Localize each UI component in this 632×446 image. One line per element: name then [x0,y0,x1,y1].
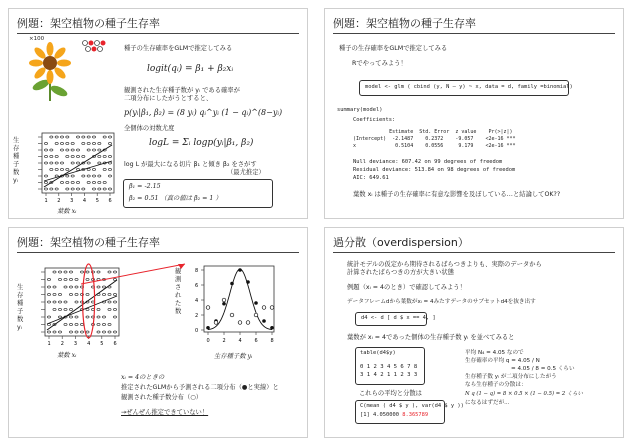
residual-deviance: Residual deviance: 513.84 on 98 degrees of freedom [353,167,516,173]
data-point [97,323,100,325]
predicted-point [254,301,258,305]
data-point [82,188,85,190]
data-point [69,286,72,288]
x-tick-label: 4 [87,341,91,347]
data-point [69,331,72,333]
axis-label-char: yᵢ [13,177,18,184]
data-point [98,188,101,190]
data-point [75,323,78,325]
title-rule [333,252,615,253]
null-deviance: Null deviance: 607.42 on 99 degrees of freedom [353,159,503,165]
data-point [103,168,106,170]
result-beta1: β₁ = -2.15 [129,183,161,190]
data-point [47,286,50,288]
data-point [69,278,72,280]
y-axis-label [13,137,19,185]
example-text: 例題（xᵢ = 4のとき）で確認してみよう！ [347,284,466,291]
data-point [58,293,61,295]
data-point [82,155,85,157]
data-point [44,188,47,190]
data-point [86,308,89,310]
data-point [50,168,53,170]
axis-label-char: 生 [17,284,24,291]
binomial-text-1: 観測された生存種子数が yᵢ である確率が [124,87,240,94]
observed-point [262,306,266,310]
intro-text: 種子の生存確率をGLMで推定してみる [124,45,233,52]
prob-line: 生存確率の平均 q = 4.05 / N [465,358,540,364]
data-point [98,142,101,144]
meanvar-output: [1] 4.050000 8.365789 [360,412,429,418]
x-tick-label: 6 [254,338,258,344]
binomial-equation: p(yᵢ|β₁, β₂) = (8 yᵢ) qᵢ^yᵢ (1 − qᵢ)^(8−yᵢ) [124,108,283,117]
data-point [76,149,79,151]
x-tick-label: 4 [82,198,87,204]
data-point [87,168,90,170]
binomial-line: 生存種子数 yᵢ が二項分布にしたがう [465,374,557,380]
x-tick-label: 6 [108,198,112,204]
seeds-icon [81,39,111,53]
observed-point [214,321,218,325]
data-point [58,308,61,310]
data-point [80,323,83,325]
data-point [102,316,105,318]
conclusion-text: 葉数 xᵢ は種子の生存確率に有意な影響を及ぼしている…と結論してOK?? [353,191,561,198]
slide-prediction-vs-observed [8,227,308,438]
true-line [47,296,117,324]
predicted-point [262,319,266,323]
note-conclusion: →ぜんぜん推定できていない！ [121,409,209,416]
predicted-point [238,268,242,272]
axis-label-char: 数 [175,308,182,315]
data-point [64,323,67,325]
data-point [108,168,111,170]
mle-note: （最尤推定） [227,169,265,176]
glm-code: model <- glm ( cbind (y, N – y) ~ x, data = d, family =binomial) [365,84,573,90]
coef-intercept-row: (Intercept) -2.1487 0.2372 -9.057 <2e-16 *** [353,136,516,142]
x-tick-label: 1 [44,198,48,204]
data-point [108,308,111,310]
data-point [64,308,67,310]
data-point [108,175,111,177]
data-point [50,136,53,138]
title-rule [333,33,615,34]
data-point [66,142,69,144]
data-point [50,155,53,157]
subset-code: d4 <- d [ d $ x == 4, ] [361,315,436,321]
data-point [71,155,74,157]
subset-text: データフレームdから葉数がxᵢ = 4みたすデータのサブセットd4を抜き出す [347,299,536,305]
data-point [87,181,90,183]
slide-overdispersion [324,227,624,438]
data-point [113,316,116,318]
data-point [76,155,79,157]
data-point [108,331,111,333]
data-point [92,181,95,183]
data-point [97,331,100,333]
data-point [66,168,69,170]
data-point [55,168,58,170]
data-point [53,286,56,288]
coef-x-row: x 0.5104 0.0556 9.179 <2e-16 *** [353,143,516,149]
x-axis-label-right: 生存種子数 yᵢ [214,353,253,360]
data-point [44,175,47,177]
mle-text: log L が最大になる切片 β₁ と傾き β₂ をさがす [124,161,257,168]
data-point [92,136,95,138]
data-point [64,271,67,273]
distribution-plot [194,264,276,344]
intro-text: 種子の生存確率をGLMで推定してみる [339,45,448,52]
data-point [66,149,69,151]
axis-label-char: 種 [13,153,20,160]
data-point [55,155,58,157]
observed-point [222,298,226,302]
data-point [108,155,111,157]
data-point [60,149,63,151]
scale-label: ×100 [29,36,45,42]
note-3: 観測された種子数分布（○） [121,394,203,401]
data-point [60,162,63,164]
predicted-point [246,280,250,284]
data-point [113,293,116,295]
data-point [87,175,90,177]
data-point [86,331,89,333]
data-point [50,162,53,164]
axis-label-char: 測 [175,276,182,283]
data-point [66,136,69,138]
data-point [76,162,79,164]
axis-label-char: 存 [17,292,24,299]
try-r-text: Rでやってみよう！ [352,60,407,67]
coefficients-label: Coefficients: [353,117,396,123]
connector-arrow [75,258,195,288]
x-tick-label: 2 [60,341,64,347]
data-point [98,155,101,157]
summary-code: summary(model) [337,107,383,113]
y-tick-label: 8 [195,268,199,274]
x-tick-label: 2 [57,198,61,204]
y-tick-label: 2 [195,313,199,319]
sunflower-icon [23,41,78,103]
data-point [50,149,53,151]
data-point [55,162,58,164]
data-point [102,331,105,333]
data-point [69,293,72,295]
data-point [97,308,100,310]
observed-point [238,321,242,325]
data-point [76,136,79,138]
data-point [98,149,101,151]
data-point [108,323,111,325]
slide-title: 例題：架空植物の種子生存率 [333,17,476,30]
data-point [103,155,106,157]
predicted-point [230,282,234,286]
data-point [92,188,95,190]
data-point [44,181,47,183]
data-point [108,188,111,190]
data-point [97,316,100,318]
data-point [103,181,106,183]
data-point [86,316,89,318]
data-point [92,142,95,144]
list-text: 葉数が xᵢ = 4であった個体の生存種子数 yᵢ を並べてみると [347,334,515,341]
variance-formula: N q (1 − q) = 8 × 0.5 × (1 − 0.5) = 2 くらい [465,391,583,397]
data-point [69,271,72,273]
result-beta2: β₂ = 0.51 （真の値は β₂ = 1 ） [129,195,222,202]
data-point [108,301,111,303]
data-point [71,188,74,190]
definition-line-1: 統計モデルの仮定から期待されるばらつきよりも、実際のデータから [347,261,542,268]
predicted-point [222,302,226,306]
data-point [98,181,101,183]
data-point [47,293,50,295]
data-point [55,136,58,138]
prob-line-2: = 4.05 / 8 = 0.5 くらい [511,366,575,372]
table-code: table(d4$y) [360,350,396,356]
data-point [58,316,61,318]
data-point [55,142,58,144]
x-axis-label: 葉数 xᵢ [57,352,77,359]
meanvar-code: C(mean ( d4 $ y ), var(d4 $ y )) [360,403,464,409]
x-tick-label: 4 [238,338,242,344]
data-point [60,181,63,183]
slide-glm-estimation [8,8,308,219]
data-point [44,155,47,157]
data-point [75,293,78,295]
data-point [47,316,50,318]
x-tick-label: 8 [270,338,274,344]
data-point [53,271,56,273]
binomial-text-2: 二項分布にしたがうとすると、 [124,95,213,102]
data-point [60,142,63,144]
data-point [87,136,90,138]
data-point [47,278,50,280]
loglik-text: 全個体の対数尤度 [124,125,175,132]
y-tick-label: 6 [195,283,199,289]
data-point [71,149,74,151]
data-point [103,188,106,190]
x-tick-label: 3 [73,341,78,347]
data-point [53,308,56,310]
y-tick-label: 4 [195,298,199,304]
data-point [71,162,74,164]
title-rule [17,33,299,34]
data-point [66,181,69,183]
data-point [92,175,95,177]
expected-line: になるはずだが... [465,400,510,406]
axis-label-char: 数 [13,169,20,176]
predicted-point [270,326,274,330]
axis-label-char: さ [175,284,182,291]
data-point [102,323,105,325]
data-point [86,293,89,295]
x-tick-label: 1 [47,341,51,347]
data-point [69,323,72,325]
data-point [50,188,53,190]
data-point [44,162,47,164]
data-point [66,155,69,157]
x-tick-label: 5 [100,341,104,347]
axis-label-char: 観 [175,268,182,275]
slide-r-glm [324,8,624,219]
data-point [47,331,50,333]
axis-label-char: 子 [13,161,20,168]
data-point [82,142,85,144]
data-point [53,331,56,333]
axis-label-char: yᵢ [17,324,22,331]
x-tick-label: 3 [70,198,74,204]
data-point [113,331,116,333]
data-point [75,316,78,318]
x-tick-label: 0 [206,338,210,344]
data-point [64,278,67,280]
variance-line: なら生存種子の分散は： [465,382,527,388]
note-1: xᵢ = 4のときの [121,374,165,381]
data-point [53,293,56,295]
data-point [44,149,47,151]
axis-label-char: 子 [17,308,24,315]
mean-var-text: これらの平均と分散は [359,390,422,397]
data-point [103,136,106,138]
x-axis-label: 葉数 xᵢ [57,208,77,215]
data-point [113,301,116,303]
data-point [75,301,78,303]
data-point [44,142,47,144]
axis-label-char: 存 [13,145,20,152]
data-point [71,175,74,177]
axis-label-char: 生 [13,137,20,144]
data-point [76,181,79,183]
x-tick-label: 6 [113,341,117,347]
data-point [92,149,95,151]
data-point [53,301,56,303]
data-point [71,181,74,183]
x-tick-label: 2 [222,338,226,344]
data-point [64,286,67,288]
coef-header: Estimate Std. Error z value Pr(>|z|) [353,129,513,135]
data-point [108,142,111,144]
observed-point [206,306,210,310]
predicted-point [206,326,210,330]
loglik-equation: logL = Σᵢ logp(yᵢ|β₁, β₂) [149,138,254,148]
title-rule [17,252,299,253]
axis-label-char: た [175,300,182,307]
data-point [58,301,61,303]
data-point [55,188,58,190]
data-point [69,316,72,318]
data-point [87,142,90,144]
data-point [75,331,78,333]
data-point [108,136,111,138]
data-point [69,308,72,310]
note-2: 推定されたGLMから予測される二項分布（●と実線）と [121,384,279,391]
data-point [82,136,85,138]
data-point [80,331,83,333]
y-tick-label: 0 [195,328,199,334]
observed-point [254,313,258,317]
data-point [92,168,95,170]
data-point [66,188,69,190]
scatter-plot [34,131,116,203]
axis-label-char: れ [175,292,182,299]
observed-point [246,321,250,325]
data-point [108,293,111,295]
data-point [60,136,63,138]
data-point [66,175,69,177]
slide-title: 例題：架空植物の種子生存率 [17,236,160,249]
data-point [113,308,116,310]
definition-line-2: 計算されたばらつきの方が大きい状態 [347,269,454,276]
data-point [98,162,101,164]
data-point [82,175,85,177]
data-point [87,162,90,164]
x-tick-label: 5 [95,198,99,204]
data-point [47,301,50,303]
data-point [102,293,105,295]
data-point [58,331,61,333]
data-point [71,142,74,144]
logit-equation: logit(qᵢ) = β₁ + β₂xᵢ [147,64,234,74]
table-values: 0 1 2 3 4 5 6 7 8 [360,364,418,370]
data-point [64,301,67,303]
data-point [60,168,63,170]
data-point [87,149,90,151]
slide-title: 過分散（overdispersion） [333,236,469,249]
observed-point [270,306,274,310]
slide-title: 例題：架空植物の種子生存率 [17,17,160,30]
y-axis-label [17,284,23,332]
variance-value: 8.365789 [402,412,429,418]
data-point [98,175,101,177]
aic-value: AIC: 649.61 [353,175,389,181]
table-counts: 3 1 4 2 1 1 2 3 3 [360,372,418,378]
mean-line: 平均 N₄ = 4.05 なので [465,350,524,356]
axis-label-char: 数 [17,316,24,323]
data-point [58,278,61,280]
data-point [58,271,61,273]
axis-label-char: 種 [17,300,24,307]
observed-point [230,313,234,317]
data-point [76,188,79,190]
